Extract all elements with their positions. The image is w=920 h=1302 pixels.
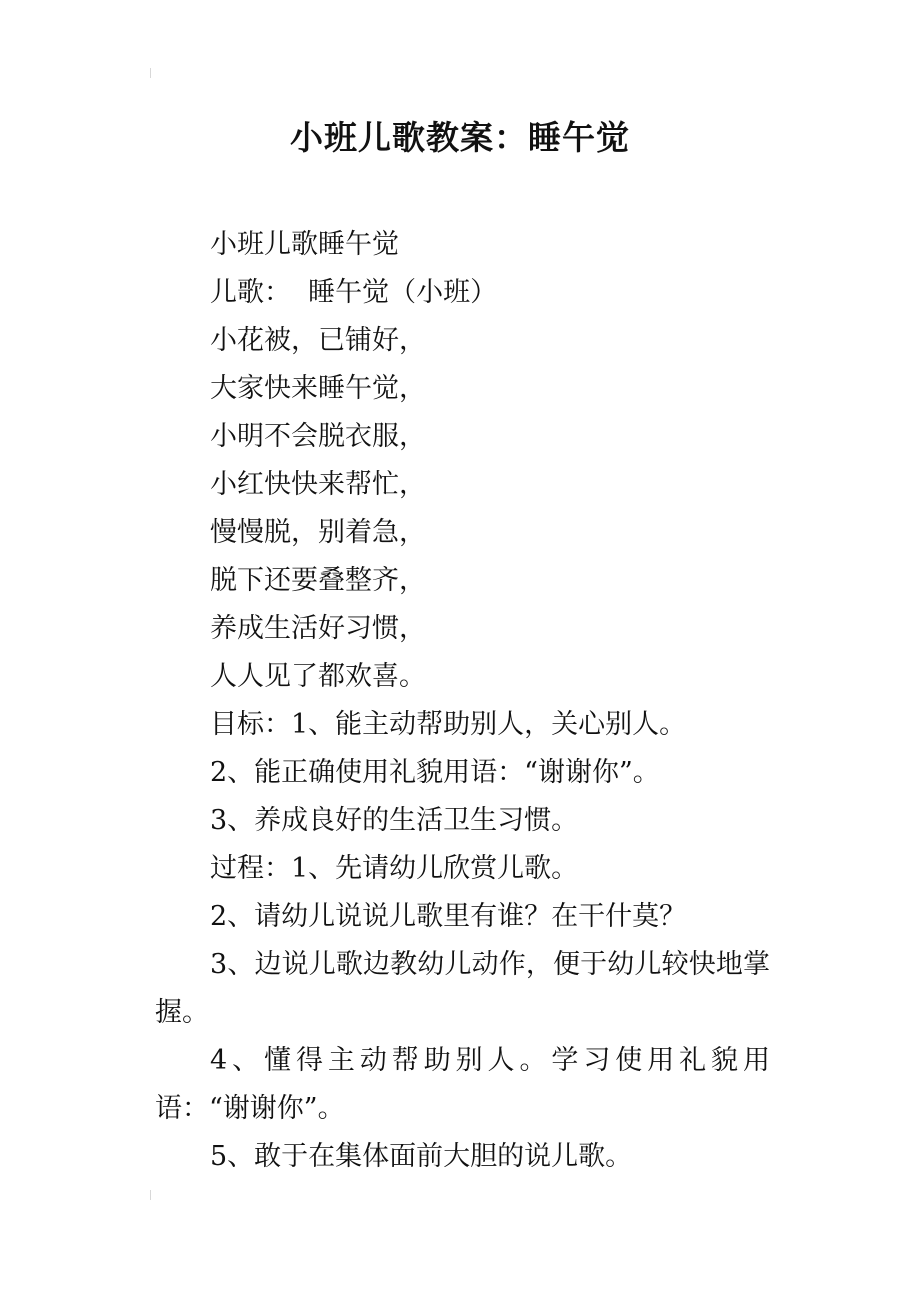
- text-line: 2、能正确使用礼貌用语：“谢谢你”。: [210, 757, 660, 788]
- text-line: 小班儿歌睡午觉: [210, 229, 399, 260]
- text-line: 小红快快来帮忙，: [210, 469, 426, 500]
- text-line: 目标：1、能主动帮助别人，关心别人。: [210, 709, 687, 740]
- document-body: [155, 221, 770, 1181]
- text-line: 儿歌： 睡午觉（小班）: [210, 277, 498, 308]
- text-line: 5、敢于在集体面前大胆的说儿歌。: [210, 1141, 633, 1172]
- text-line: 3、养成良好的生活卫生习惯。: [210, 805, 579, 836]
- text-line: 人人见了都欢喜。: [210, 661, 426, 692]
- text-line: 养成生活好习惯，: [210, 613, 426, 644]
- text-line: 小花被，已铺好，: [210, 325, 426, 356]
- text-line: 过程：1、先请幼儿欣赏儿歌。: [210, 853, 579, 884]
- text-line: 脱下还要叠整齐，: [210, 565, 426, 596]
- crop-mark-bottom: [150, 1190, 157, 1200]
- page-title: 小班儿歌教案：睡午觉: [290, 118, 630, 157]
- paragraph: 4、懂得主动帮助别人。学习使用礼貌用语：“谢谢你”。: [155, 1045, 770, 1124]
- text-line: 2、请幼儿说说儿歌里有谁？在干什莫？: [210, 901, 687, 932]
- text-line: 大家快来睡午觉，: [210, 373, 426, 404]
- text-line: 小明不会脱衣服，: [210, 421, 426, 452]
- text-line: 慢慢脱，别着急，: [210, 517, 426, 548]
- paragraph: 3、边说儿歌边教幼儿动作，便于幼儿较快地掌握。: [155, 949, 770, 1028]
- crop-mark-top: [150, 68, 157, 78]
